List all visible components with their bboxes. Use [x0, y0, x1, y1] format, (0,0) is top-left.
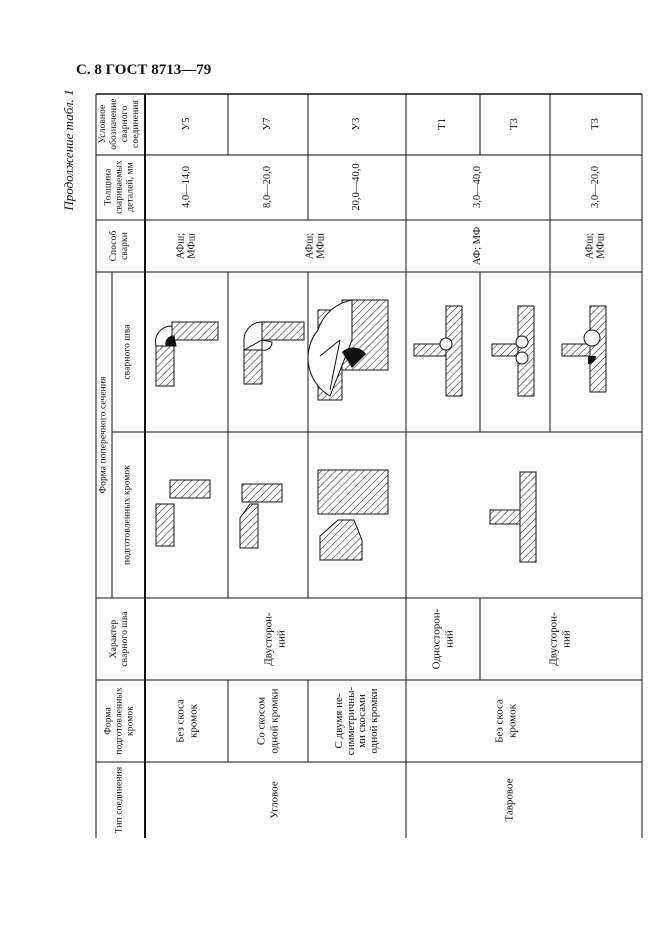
method-u5	[177, 226, 198, 266]
edge-form-u3	[334, 683, 380, 759]
thickness-tee-1: 3,0—40,0	[471, 166, 483, 208]
thickness-u5: 4,0—14,0	[180, 166, 192, 208]
header-joint-type: Тип соединения	[114, 766, 125, 834]
header-cross-section: Форма поперечного сечения	[98, 376, 109, 494]
weld-u7-seam-drawing	[244, 322, 304, 384]
header-cross-section-prepared: подготовленных кромок	[122, 465, 133, 565]
header-designation: Условное обозначение сварного соединения	[98, 98, 141, 150]
thickness-tee-3: 3,0—20,0	[589, 166, 601, 208]
edge-u3-drawing	[318, 470, 388, 560]
method-corner-merged	[306, 226, 327, 266]
weld-character-corner	[262, 604, 287, 674]
designation-u7: У7	[261, 117, 273, 131]
edge-form-tee: Без скоса кромок	[493, 699, 518, 743]
header-edge-form: Форма подготовленных кромок	[103, 687, 136, 755]
thickness-u3: 20,0—40,0	[350, 163, 362, 211]
edge-form-u5: Без скоса кромок	[174, 699, 199, 743]
method-corner-merged-text: АФш; МФш	[304, 232, 326, 260]
joint-type-corner: Угловое	[268, 781, 281, 819]
edge-u5-drawing	[156, 480, 210, 546]
designation-t3a: Т3	[508, 118, 520, 130]
weld-character-tee-one	[430, 604, 455, 674]
header-thickness: Толщина свариваемых деталей, мм	[103, 160, 136, 214]
weld-character-tee-one-text: Односторон- ний	[430, 608, 455, 670]
designation-t3b: Т3	[589, 118, 601, 130]
designation-u5: У5	[180, 117, 192, 131]
weld-t3a-seam-drawing	[492, 306, 534, 396]
header-weld-character: Характер сварного шва	[109, 611, 130, 667]
weld-u5-seam-drawing	[155, 322, 218, 386]
edge-tee-drawing	[490, 472, 536, 562]
joint-type-tee: Тавровое	[503, 778, 516, 822]
weld-t3b-seam-drawing	[562, 306, 606, 392]
method-u5-text: АФш; МФш	[175, 232, 197, 260]
method-tee-two	[586, 226, 607, 266]
edge-u7-drawing	[240, 484, 282, 548]
edge-form-u7: Со скосом одной кромки	[255, 688, 280, 754]
weld-character-tee-two	[547, 604, 572, 674]
header-welding-method: Способ сварки	[109, 230, 130, 262]
designation-u3: У3	[350, 117, 362, 131]
method-tee-two-text: АФш; МФш	[584, 232, 606, 260]
weld-t1-seam-drawing	[414, 306, 462, 396]
method-tee-one: АФ; МФ	[471, 226, 483, 266]
header-cross-section-weld: сварного шва	[122, 324, 133, 380]
edge-form-u3-text: С двумя не- симметричны- ми скосами одной кромки	[332, 686, 380, 756]
weld-character-tee-two-text: Двусторон- ний	[547, 612, 572, 666]
weld-u3-seam-drawing	[308, 300, 388, 400]
page-header: С. 8 ГОСТ 8713—79	[76, 62, 212, 78]
table-continuation-label: Продолжение табл. 1	[61, 89, 76, 211]
weld-character-corner-text: Двусторон- ний	[262, 612, 287, 666]
designation-t1: Т1	[436, 118, 448, 130]
thickness-u7: 8,0—20,0	[261, 166, 273, 208]
